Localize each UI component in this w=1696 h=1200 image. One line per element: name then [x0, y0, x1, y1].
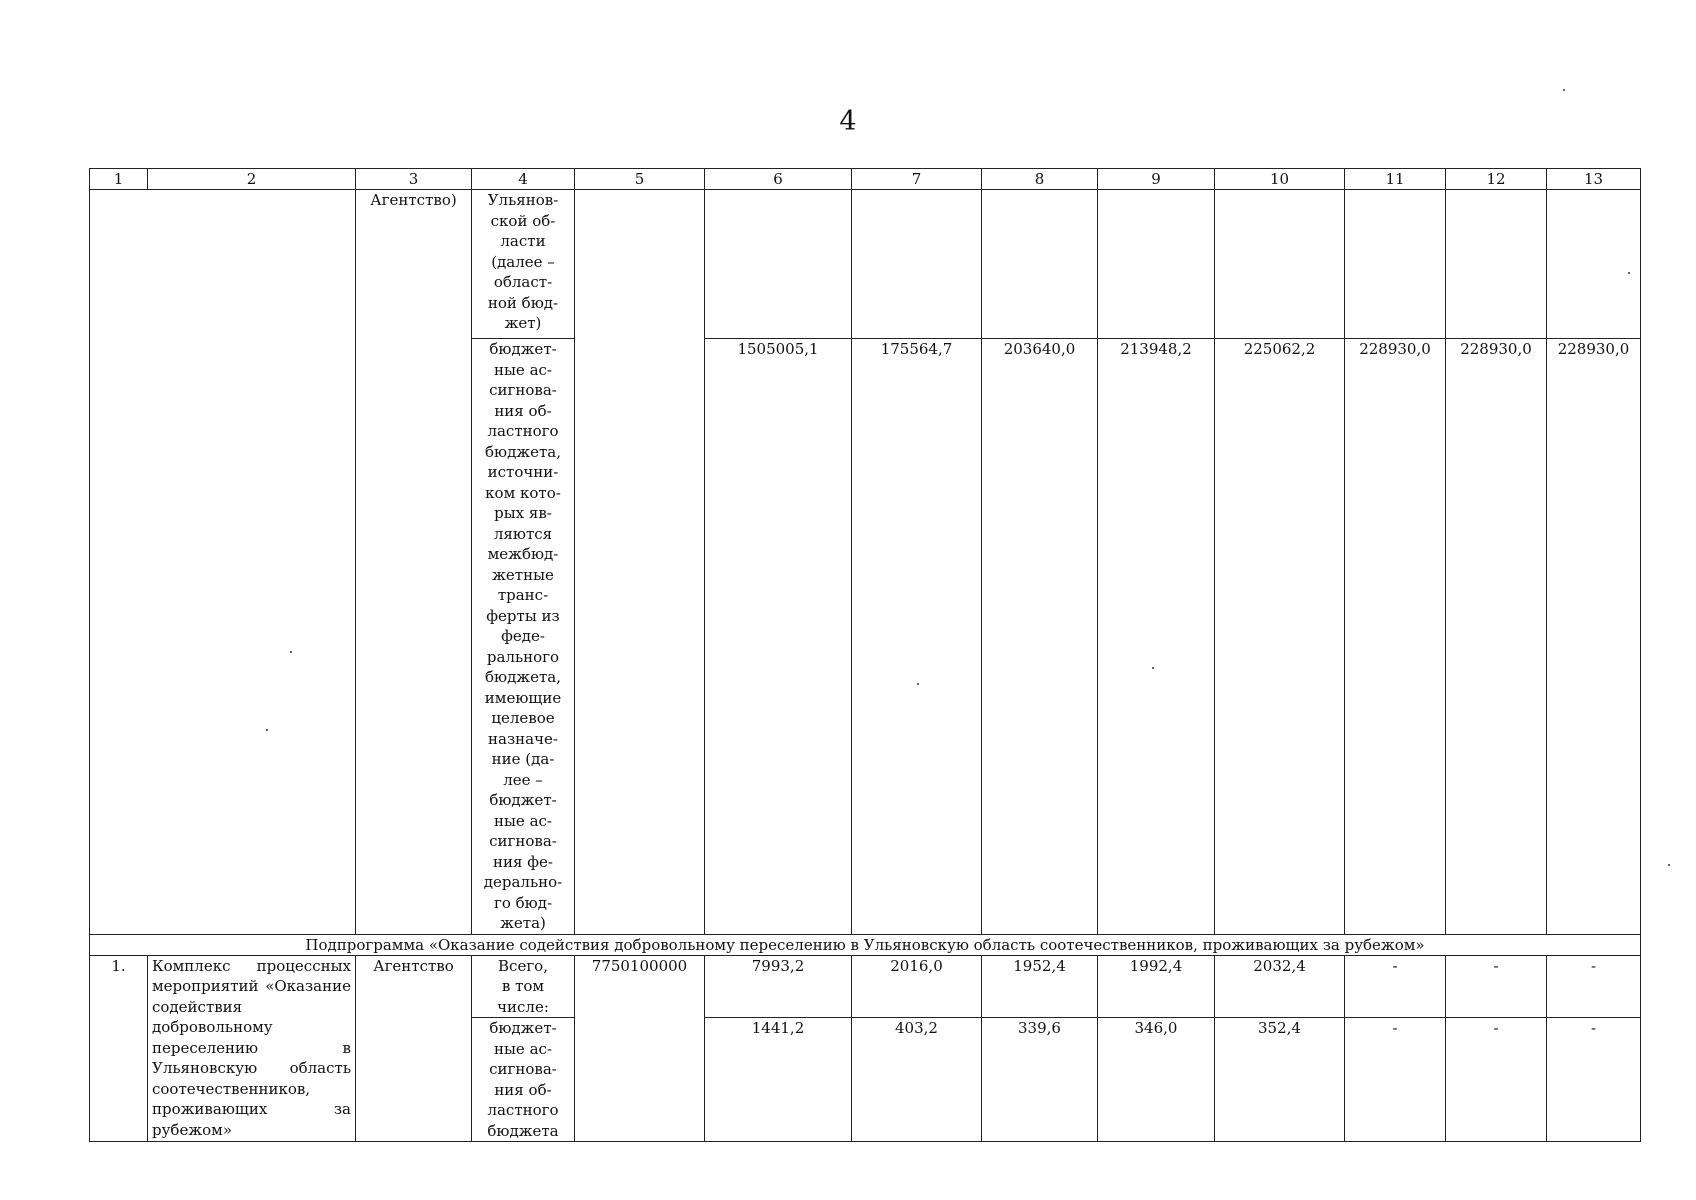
value-cell: 1441,2	[705, 1018, 852, 1142]
value-cell	[982, 190, 1098, 339]
value-cell: 403,2	[852, 1018, 982, 1142]
value-cell: 1505005,1	[705, 339, 852, 935]
value-cell	[1098, 190, 1215, 339]
funding-source-cell: бюджет- ные ас- сигнова- ния об- ластного бюджета, источни- ком кото- рых яв- ляются межбюд- жетные транс- ферты из феде- рального бюджета, имеющие целевое назначе- ние (да- лее – бюджет- ные ас- сигнова- ния фе- дерально- го бюд- жета)	[472, 339, 575, 935]
value-cell: -	[1547, 1018, 1641, 1142]
value-cell: 213948,2	[1098, 339, 1215, 935]
scan-speck	[917, 683, 919, 685]
value-cell: 203640,0	[982, 339, 1098, 935]
scan-speck	[266, 729, 268, 731]
value-cell	[852, 190, 982, 339]
scan-speck	[290, 651, 292, 653]
value-cell	[705, 190, 852, 339]
column-number: 13	[1547, 169, 1641, 190]
empty-cell	[90, 190, 356, 935]
value-cell: -	[1547, 955, 1641, 1018]
value-cell: 1952,4	[982, 955, 1098, 1018]
column-number: 12	[1446, 169, 1547, 190]
code-cell	[575, 190, 705, 935]
column-number: 2	[148, 169, 356, 190]
column-number-row	[90, 169, 1641, 190]
value-cell: -	[1345, 955, 1446, 1018]
funding-source-cell: Ульянов- ской об- ласти (далее – област- ной бюд- жет)	[472, 190, 575, 339]
value-cell	[1446, 190, 1547, 339]
column-number: 10	[1215, 169, 1345, 190]
value-cell	[1345, 190, 1446, 339]
scan-speck	[1152, 667, 1154, 669]
funding-source-cell: Всего, в том числе:	[472, 955, 575, 1018]
value-cell	[1215, 190, 1345, 339]
executor-cell: Агентство)	[356, 190, 472, 935]
scan-speck	[1668, 864, 1670, 866]
page-number: 4	[839, 106, 857, 137]
column-number: 3	[356, 169, 472, 190]
value-cell: 352,4	[1215, 1018, 1345, 1142]
funding-source-cell: бюджет- ные ас- сигнова- ния об- ластного бюджета	[472, 1018, 575, 1142]
subprogram-title: Подпрограмма «Оказание содействия добровольному переселению в Ульяновскую область соотечественников, проживающих за рубежом»	[90, 934, 1641, 955]
budget-table	[89, 168, 1641, 1142]
item-executor: Агентство	[356, 955, 472, 1142]
column-number: 8	[982, 169, 1098, 190]
value-cell: 175564,7	[852, 339, 982, 935]
scan-speck	[1628, 272, 1630, 274]
item-number: 1.	[90, 955, 148, 1142]
value-cell: 346,0	[1098, 1018, 1215, 1142]
column-number: 11	[1345, 169, 1446, 190]
value-cell	[1547, 190, 1641, 339]
value-cell: 225062,2	[1215, 339, 1345, 935]
value-cell: -	[1345, 1018, 1446, 1142]
column-number: 1	[90, 169, 148, 190]
column-number: 9	[1098, 169, 1215, 190]
value-cell: 1992,4	[1098, 955, 1215, 1018]
subprogram-row	[90, 934, 1641, 955]
column-number: 6	[705, 169, 852, 190]
value-cell: 228930,0	[1547, 339, 1641, 935]
value-cell: 2016,0	[852, 955, 982, 1018]
scan-speck	[1563, 89, 1565, 91]
column-number: 7	[852, 169, 982, 190]
value-cell: 2032,4	[1215, 955, 1345, 1018]
item-total-row	[90, 955, 1641, 1018]
continuation-row	[90, 190, 1641, 339]
item-name: Комплекс процессных мероприятий «Оказание содействия добровольному переселению в Ульяновскую область соотечественников, проживающих за рубежом»	[148, 955, 356, 1142]
column-number: 5	[575, 169, 705, 190]
value-cell: 228930,0	[1345, 339, 1446, 935]
item-code: 7750100000	[575, 955, 705, 1142]
value-cell: 339,6	[982, 1018, 1098, 1142]
value-cell: -	[1446, 955, 1547, 1018]
column-number: 4	[472, 169, 575, 190]
value-cell: -	[1446, 1018, 1547, 1142]
value-cell: 7993,2	[705, 955, 852, 1018]
value-cell: 228930,0	[1446, 339, 1547, 935]
